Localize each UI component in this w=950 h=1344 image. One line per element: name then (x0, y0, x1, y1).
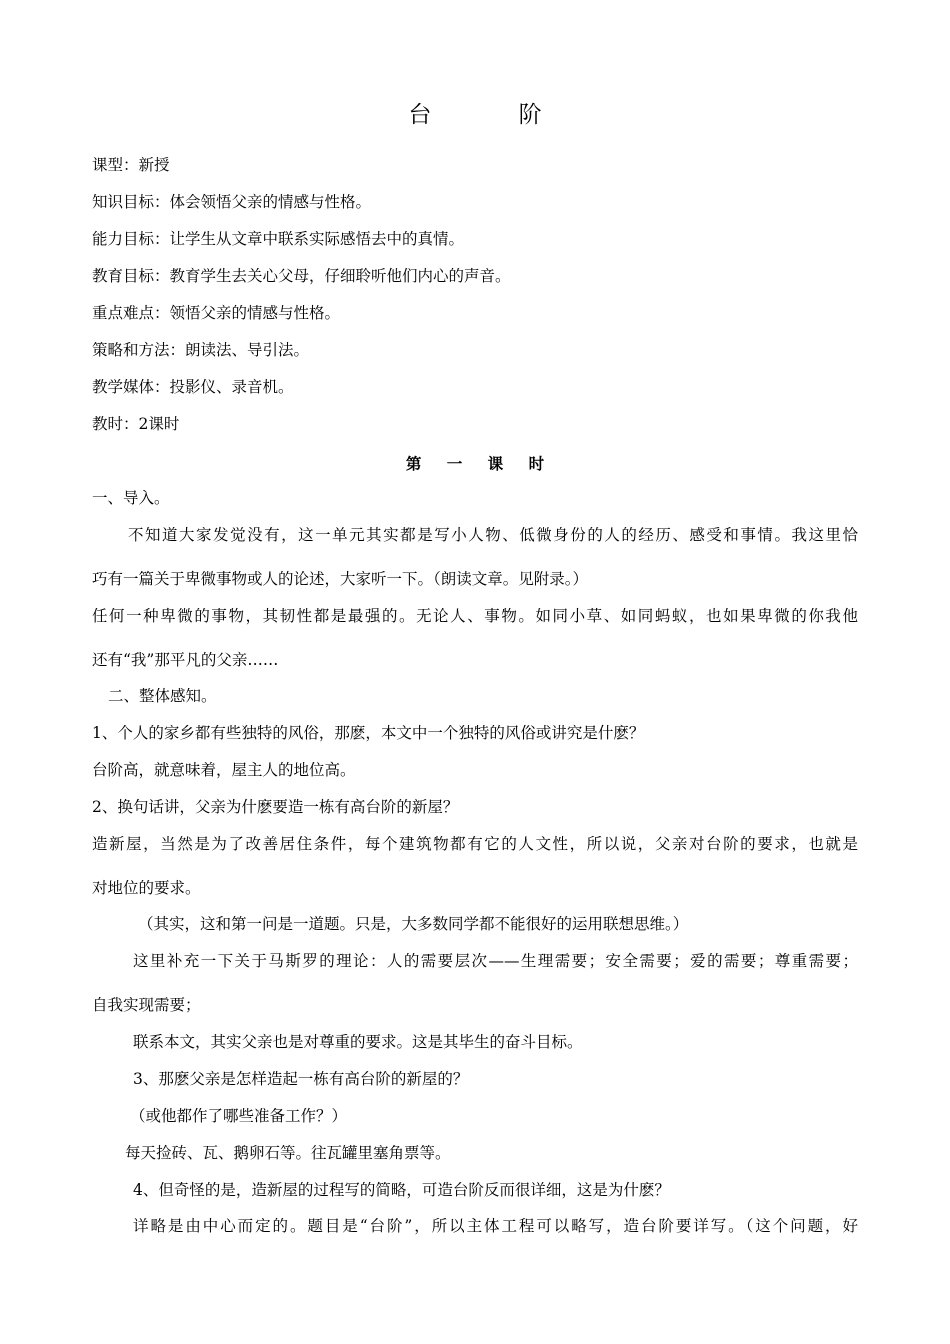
meta-ability-goal: 能力目标：让学生从文章中联系实际感悟去中的真情。 (92, 230, 465, 248)
body-line: 一、导入。 (92, 489, 170, 507)
meta-media: 教学媒体：投影仪、录音机。 (92, 378, 294, 396)
section-heading: 第 一 课 时 (405, 454, 555, 473)
body-line: 还有“我”那平凡的父亲…… (92, 651, 279, 669)
body-line: 台阶高，就意味着，屋主人的地位高。 (92, 761, 356, 779)
body-line: 这里补充一下关于马斯罗的理论：人的需要层次——生理需要；安全需要；爱的需要；尊重需要； (133, 952, 858, 970)
body-line: 联系本文，其实父亲也是对尊重的要求。这是其毕生的奋斗目标。 (133, 1033, 583, 1051)
meta-key-points: 重点难点：领悟父亲的情感与性格。 (92, 304, 341, 322)
meta-course-type: 课型：新授 (92, 156, 170, 174)
meta-strategy: 策略和方法：朗读法、导引法。 (92, 341, 310, 359)
body-line: 不知道大家发觉没有，这一单元其实都是写小人物、低微身份的人的经历、感受和事情。我这里恰 (128, 526, 858, 544)
body-line: （或他都作了哪些准备工作？） (130, 1107, 348, 1125)
body-line: 巧有一篇关于卑微事物或人的论述，大家听一下。（朗读文章。见附录。） (92, 570, 589, 588)
body-line: 造新屋，当然是为了改善居住条件，每个建筑物都有它的人文性，所以说，父亲对台阶的要求，也就是 (92, 835, 858, 853)
body-line: 2、换句话讲，父亲为什麽要造一栋有高台阶的新屋？ (92, 798, 459, 816)
body-line: 二、整体感知。 (108, 687, 217, 705)
body-line: 4、但奇怪的是，造新屋的过程写的简略，可造台阶反而很详细，这是为什麽？ (133, 1181, 670, 1199)
body-line: 1、个人的家乡都有些独特的风俗，那麽，本文中一个独特的风俗或讲究是什麽？ (92, 724, 645, 742)
body-line: 详略是由中心而定的。题目是“台阶”，所以主体工程可以略写，造台阶要详写。（这个问题，好 (133, 1217, 858, 1235)
body-line: 对地位的要求。 (92, 879, 201, 897)
body-line: 任何一种卑微的事物，其韧性都是最强的。无论人、事物。如同小草、如同蚂蚁，也如果卑微的你我他 (92, 607, 858, 625)
body-line: 每天捡砖、瓦、鹅卵石等。往瓦罐里塞角票等。 (125, 1144, 451, 1162)
document-title: 台 阶 (408, 102, 582, 128)
meta-periods: 教时：2课时 (92, 415, 180, 433)
meta-knowledge-goal: 知识目标：体会领悟父亲的情感与性格。 (92, 193, 372, 211)
body-line: 自我实现需要； (92, 996, 201, 1014)
meta-education-goal: 教育目标：教育学生去关心父母，仔细聆听他们内心的声音。 (92, 267, 511, 285)
body-line: （其实，这和第一问是一道题。只是，大多数同学都不能很好的运用联想思维。） (138, 915, 689, 933)
body-line: 3、那麽父亲是怎样造起一栋有高台阶的新屋的？ (133, 1070, 469, 1088)
